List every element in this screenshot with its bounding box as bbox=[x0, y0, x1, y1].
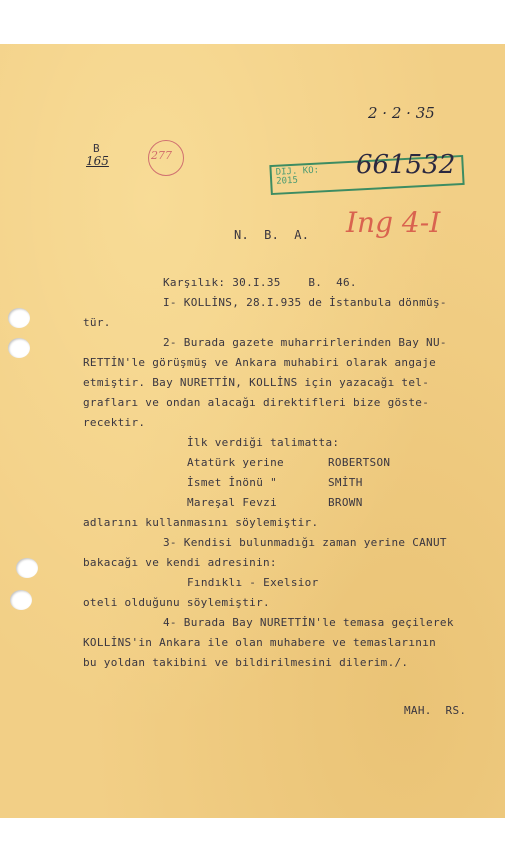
archive-number: 661532 bbox=[356, 150, 456, 180]
instruction-title: İlk verdiği talimatta: bbox=[187, 436, 340, 449]
code-name: İsmet İnönü " bbox=[187, 476, 277, 489]
paragraph-2-end: adlarını kullanmasını söylemiştir. bbox=[83, 516, 319, 529]
paragraph-3-line: oteli olduğunu söylemiştir. bbox=[83, 596, 270, 609]
code-name: Mareşal Fevzi bbox=[187, 496, 277, 509]
paragraph-1: I- KOLLİNS, 28.I.935 de İstanbula dönmüş- bbox=[163, 296, 447, 309]
address: Fındıklı - Exelsior bbox=[187, 576, 319, 589]
paragraph-4-line: KOLLİNS'in Ankara ile olan muhabere ve temaslarının bbox=[83, 636, 437, 649]
paragraph-1-cont: tür. bbox=[83, 316, 111, 329]
paragraph-2-line: RETTİN'le görüşmüş ve Ankara muhabiri olarak angaje bbox=[83, 356, 437, 369]
code-word: ROBERTSON bbox=[328, 456, 391, 469]
ref-number: 165 bbox=[86, 154, 109, 168]
code-word: SMİTH bbox=[328, 476, 363, 489]
paragraph-2: 2- Burada gazete muharrirlerinden Bay NU- bbox=[163, 336, 447, 349]
signature: MAH. RS. bbox=[404, 704, 467, 717]
punch-hole bbox=[8, 338, 30, 358]
reference-line: Karşılık: 30.I.35 B. 46. bbox=[163, 276, 357, 289]
ref-letter: B bbox=[93, 142, 100, 155]
code-word: BROWN bbox=[328, 496, 363, 509]
handwritten-date: 2 · 2 · 35 bbox=[368, 104, 435, 122]
paragraph-2-line: recektir. bbox=[83, 416, 146, 429]
punch-hole bbox=[8, 308, 30, 328]
paragraph-3: 3- Kendisi bulunmadığı zaman yerine CANUT bbox=[163, 536, 447, 549]
handwritten-note: Ing 4-I bbox=[346, 206, 441, 239]
paragraph-2-line: grafları ve ondan alacağı direktifleri bize göste- bbox=[83, 396, 430, 409]
paragraph-3-line: bakacağı ve kendi adresinin: bbox=[83, 556, 277, 569]
paragraph-4-line: bu yoldan takibini ve bildirilmesini dilerim./. bbox=[83, 656, 409, 669]
circled-number: 277 bbox=[151, 149, 172, 162]
stamp-print: DIJ. KO: 2015 bbox=[275, 165, 320, 187]
paragraph-2-line: etmiştir. Bay NURETTİN, KOLLİNS için yazacağı tel- bbox=[83, 376, 430, 389]
paragraph-4: 4- Burada Bay NURETTİN'le temasa geçilerek bbox=[163, 616, 454, 629]
addressee: N. B. A. bbox=[234, 228, 310, 242]
punch-hole bbox=[16, 558, 38, 578]
punch-hole bbox=[10, 590, 32, 610]
code-name: Atatürk yerine bbox=[187, 456, 284, 469]
